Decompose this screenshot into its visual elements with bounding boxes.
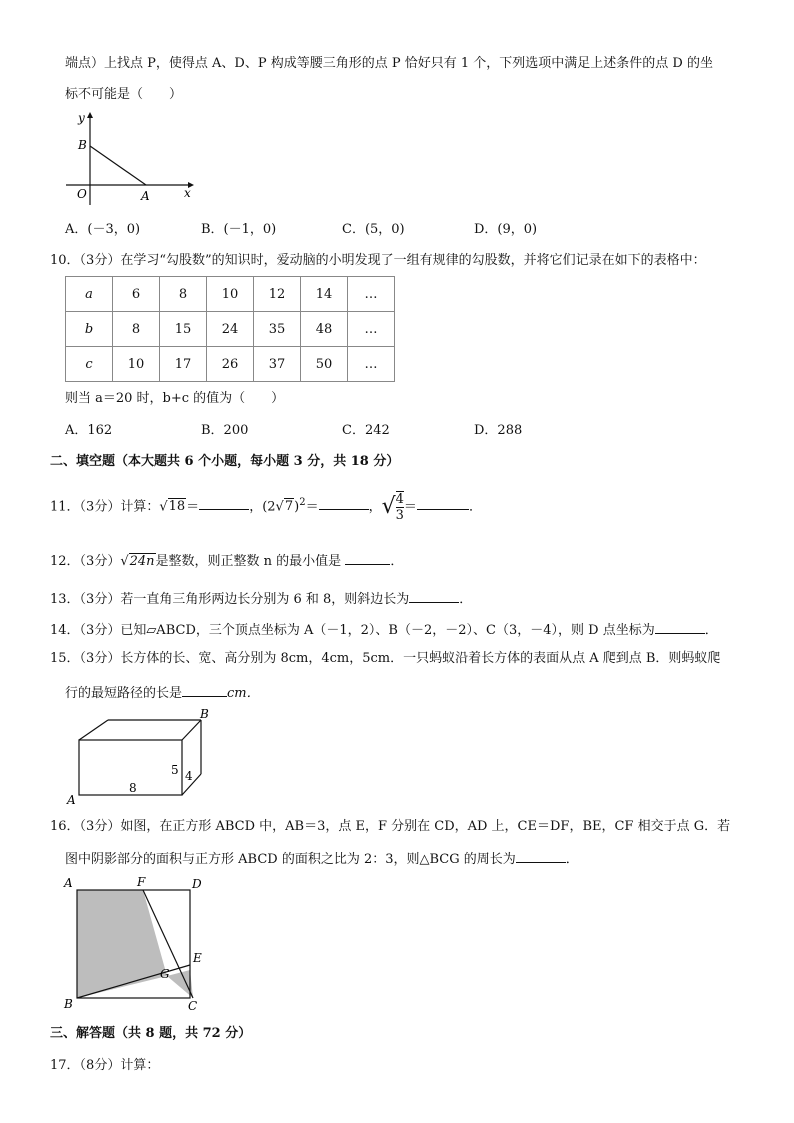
section-3-heading: 三、解答题（共 8 题，共 72 分） bbox=[50, 1026, 252, 1041]
q16-blank[interactable] bbox=[516, 848, 566, 863]
q9-option-c[interactable]: C．(5，0) bbox=[342, 222, 405, 237]
q16-text: 图中阴影部分的面积与正方形 ABCD 的面积之比为 2：3，则△BCG 的周长为 bbox=[65, 852, 516, 867]
q10-option-a[interactable]: A．162 bbox=[65, 423, 113, 438]
table-row bbox=[66, 347, 395, 382]
table-cell: c bbox=[66, 347, 113, 382]
table-cell: 26 bbox=[207, 347, 254, 382]
q10-option-d[interactable]: D．288 bbox=[474, 423, 523, 438]
square-label-c: C bbox=[188, 999, 198, 1013]
table-cell: … bbox=[348, 312, 395, 347]
table-cell: 48 bbox=[301, 312, 348, 347]
cuboid-width: 4 bbox=[185, 769, 193, 783]
q12-end: ． bbox=[390, 554, 404, 569]
q9-option-a[interactable]: A．(－3，0) bbox=[65, 222, 141, 237]
pythagorean-table bbox=[65, 276, 395, 382]
q16-line1: 16．（3分）如图，在正方形 ABCD 中，AB＝3，点 E，F 分别在 CD，AD 上，CE＝DF，BE，CF 相交于点 G．若 bbox=[50, 819, 731, 834]
table-cell: a bbox=[66, 277, 113, 312]
q15-unit: cm． bbox=[227, 686, 260, 701]
q9-line2: 标不可能是（ ） bbox=[65, 87, 183, 102]
table-cell: 8 bbox=[113, 312, 160, 347]
q14-end: ． bbox=[704, 623, 718, 638]
q10-stem: 10．（3分）在学习“勾股数”的知识时，爱动脑的小明发现了一组有规律的勾股数，并将它们记录在如下的表格中： bbox=[50, 253, 706, 268]
table-cell: 10 bbox=[113, 347, 160, 382]
table-cell: 8 bbox=[160, 277, 207, 312]
q11-fraction bbox=[396, 491, 404, 523]
q11-equals-3: ＝ bbox=[403, 499, 417, 515]
q13-end: ． bbox=[459, 592, 473, 607]
q13-text: 13．（3分）若一直角三角形两边长分别为 6 和 8，则斜边长为 bbox=[50, 592, 410, 607]
table-cell: … bbox=[348, 347, 395, 382]
q11-sep-2: ， bbox=[368, 499, 382, 515]
q11-paren-close: ) bbox=[294, 499, 300, 515]
q9-option-d[interactable]: D．(9，0) bbox=[474, 222, 538, 237]
q13-line bbox=[50, 588, 472, 609]
q15-blank[interactable] bbox=[182, 682, 227, 697]
table-cell: 35 bbox=[254, 312, 301, 347]
square-label-d: D bbox=[192, 877, 202, 891]
square-label-g: G bbox=[160, 967, 170, 981]
q9-b-label: B bbox=[78, 138, 87, 152]
square-figure bbox=[62, 874, 212, 1014]
section-2-heading: 二、填空题（本大题共 6 个小题，每小题 3 分，共 18 分） bbox=[50, 454, 400, 469]
q11-frac-num: 4 bbox=[395, 491, 404, 507]
q9-option-b[interactable]: B．(－1，0) bbox=[201, 222, 277, 237]
q11-equals-1: ＝ bbox=[186, 499, 200, 515]
q9-line1: 端点）上找点 P，使得点 A、D、P 构成等腰三角形的点 P 恰好只有 1 个，下列选项中满足上述条件的点 D 的坐 bbox=[65, 56, 713, 71]
q11-radicand-2: 7 bbox=[284, 499, 294, 515]
q12-radicand: 24n bbox=[129, 554, 155, 569]
q14-line bbox=[50, 619, 718, 640]
q9-x-label: x bbox=[184, 186, 191, 200]
table-cell: 12 bbox=[254, 277, 301, 312]
table-cell: 50 bbox=[301, 347, 348, 382]
q16-end: ． bbox=[565, 852, 579, 867]
q14-blank[interactable] bbox=[655, 619, 705, 634]
square-label-a: A bbox=[64, 876, 73, 890]
table-row bbox=[66, 312, 395, 347]
table-cell: 17 bbox=[160, 347, 207, 382]
q13-blank[interactable] bbox=[409, 588, 459, 603]
q15-line2 bbox=[65, 682, 260, 703]
cuboid-length: 8 bbox=[129, 781, 137, 795]
q12-text: 是整数，则正整数 n 的最小值是 bbox=[155, 554, 342, 569]
q11-blank-2[interactable] bbox=[319, 495, 369, 510]
q11-end: ． bbox=[468, 499, 482, 515]
q9-a-label: A bbox=[141, 189, 150, 203]
square-label-e: E bbox=[193, 951, 202, 965]
table-cell: 24 bbox=[207, 312, 254, 347]
square-label-f: F bbox=[137, 875, 146, 889]
q12-prefix: 12．（3分） bbox=[50, 554, 121, 569]
q11-blank-1[interactable] bbox=[199, 495, 249, 510]
q10-option-c[interactable]: C．242 bbox=[342, 423, 390, 438]
q11-equals-2: ＝ bbox=[305, 499, 319, 515]
q11-line: 11．（3分）计算：√18＝ ，$(2√7)^2=$ ，√ $\frac{4}{3}$ ＝ ． bbox=[50, 491, 482, 523]
q10-option-b[interactable]: B．200 bbox=[201, 423, 249, 438]
q14-text: 14．（3分）已知▱ABCD，三个顶点坐标为 A（－1，2）、B（－2，－2）、C（3，－4），则 D 点坐标为 bbox=[50, 623, 655, 638]
q9-figure bbox=[66, 110, 196, 205]
cuboid-label-a: A bbox=[67, 793, 76, 807]
table-cell: 15 bbox=[160, 312, 207, 347]
q16-line2 bbox=[65, 848, 579, 869]
table-row bbox=[66, 277, 395, 312]
q15-text: 行的最短路径的长是 bbox=[65, 686, 183, 701]
q11-sep-1: ， bbox=[249, 499, 263, 515]
q10-question: 则当 a＝20 时，b+c 的值为（ ） bbox=[65, 391, 285, 406]
table-cell: 14 bbox=[301, 277, 348, 312]
cuboid-height: 5 bbox=[171, 763, 179, 777]
table-cell: 37 bbox=[254, 347, 301, 382]
table-cell: 10 bbox=[207, 277, 254, 312]
q11-paren-open: (2 bbox=[262, 499, 276, 515]
square-label-b: B bbox=[64, 997, 73, 1011]
q11-prefix: 11．（3分）计算： bbox=[50, 499, 160, 515]
cuboid-figure bbox=[66, 708, 216, 808]
q11-frac-den: 3 bbox=[395, 507, 404, 523]
q15-line1: 15．（3分）长方体的长、宽、高分别为 8cm，4cm，5cm．一只蚂蚁沿着长方体的表面从点 A 爬到点 B．则蚂蚁爬 bbox=[50, 651, 721, 666]
q9-y-label: y bbox=[78, 111, 85, 125]
q11-exponent: 2 bbox=[299, 497, 306, 508]
q11-radicand-1: 18 bbox=[168, 499, 186, 515]
q9-o-label: O bbox=[77, 187, 87, 201]
table-cell: b bbox=[66, 312, 113, 347]
table-cell: … bbox=[348, 277, 395, 312]
q11-blank-3[interactable] bbox=[417, 495, 469, 510]
cuboid-label-b: B bbox=[200, 707, 209, 721]
q12-line: 12．（3分）√24n是整数，则正整数 n 的最小值是 ． bbox=[50, 550, 403, 571]
q17-stem: 17．（8分）计算： bbox=[50, 1058, 160, 1073]
q12-blank[interactable] bbox=[345, 550, 390, 565]
table-cell: 6 bbox=[113, 277, 160, 312]
